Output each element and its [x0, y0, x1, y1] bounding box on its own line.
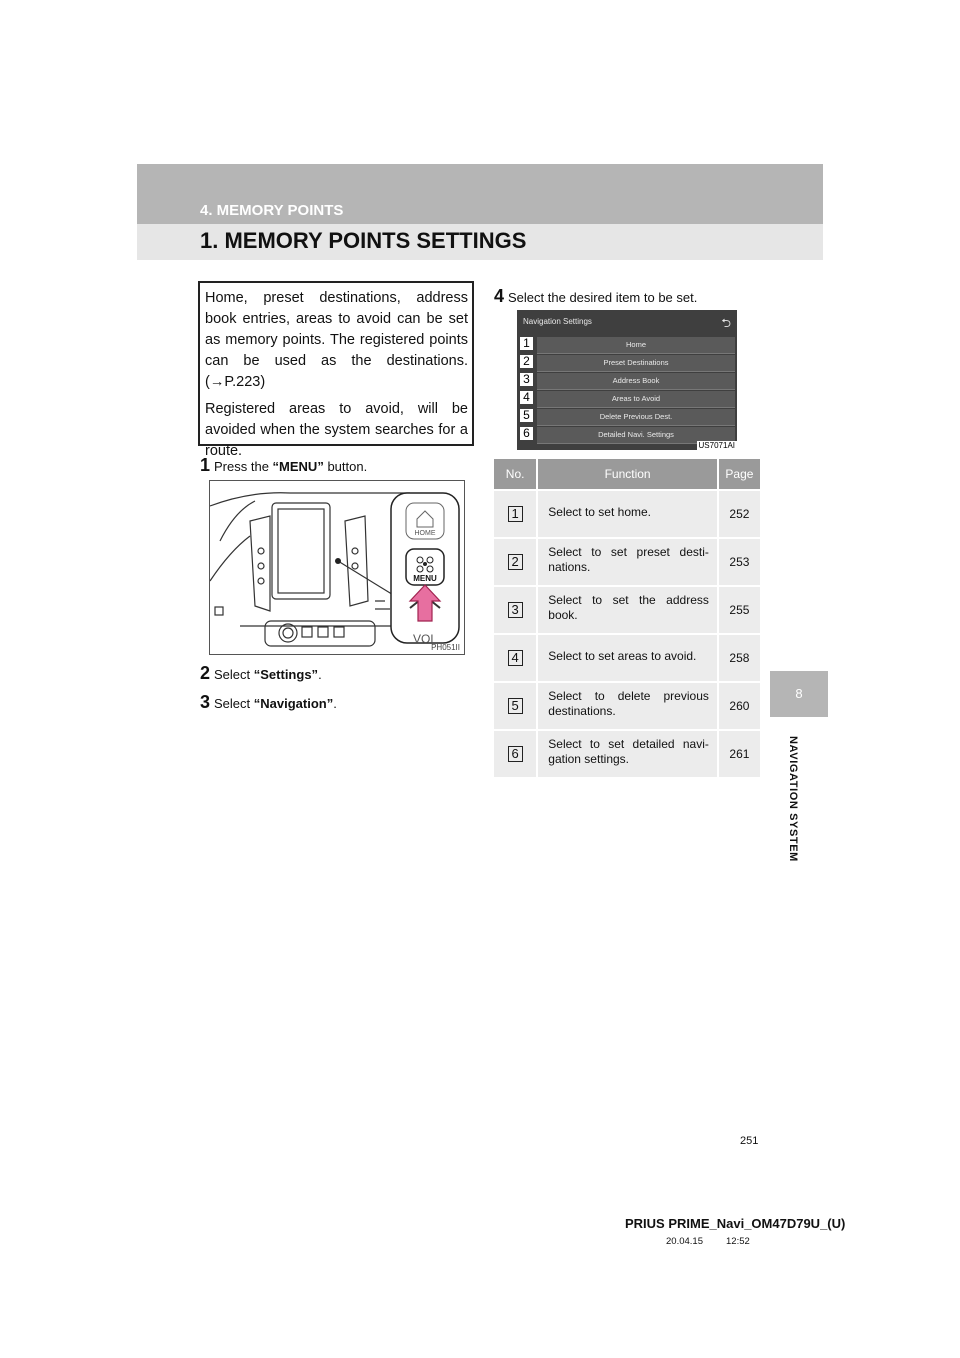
item-number: 4 [520, 391, 533, 404]
item-number: 2 [520, 355, 533, 368]
item-number: 1 [520, 337, 533, 350]
row-page: 261 [718, 730, 760, 777]
table-row [494, 490, 760, 538]
document-date: 20.04.15 [666, 1236, 703, 1247]
step-text-end: . [318, 667, 322, 682]
menu-label: MENU [413, 574, 437, 583]
row-page: 253 [718, 538, 760, 586]
row-number: 3 [508, 602, 523, 618]
intro-box [198, 281, 474, 459]
row-number: 2 [508, 554, 523, 570]
nav-item-areas-to-avoid[interactable]: Areas to Avoid [537, 391, 735, 408]
table-row [494, 634, 760, 682]
step-2 [200, 663, 322, 684]
row-function: Select to delete previous destinations. [537, 682, 718, 730]
table-row [494, 586, 760, 634]
step-number: 4 [494, 286, 505, 306]
row-page: 255 [718, 586, 760, 634]
table-header-row [494, 459, 760, 490]
step-text: Select [214, 667, 254, 682]
page-number: 251 [740, 1135, 759, 1147]
nav-item-home[interactable]: Home [537, 337, 735, 354]
step-text-end: button. [323, 459, 368, 474]
step-number: 2 [200, 663, 211, 683]
column-header-page: Page [718, 459, 760, 490]
nav-item-delete-previous-dest[interactable]: Delete Previous Dest. [537, 409, 735, 426]
back-arrow-icon[interactable]: ⮌ [721, 316, 731, 330]
step-keyword: “Settings” [253, 667, 319, 682]
item-number: 6 [520, 427, 533, 440]
intro-paragraph-2: Registered areas to avoid, will be avoided when the system searches for a route. [205, 401, 468, 459]
nav-item-detailed-navi-settings[interactable]: Detailed Navi. Settings [537, 427, 735, 444]
step-1 [200, 455, 367, 476]
table-row [494, 538, 760, 586]
row-number: 4 [508, 650, 523, 666]
row-page: 260 [718, 682, 760, 730]
row-function: Select to set preset desti-nations. [537, 538, 718, 586]
row-number: 1 [508, 506, 523, 522]
navigation-settings-screen [517, 310, 737, 450]
nav-item-address-book[interactable]: Address Book [537, 373, 735, 390]
vol-label: VOL [412, 632, 438, 646]
step-text: Select the desired item to be set. [508, 290, 698, 305]
figure-code: US7071AI [698, 441, 735, 450]
intro-paragraph-1: Home, preset destinations, address book entries, areas to avoid can be set as memory points. The registered points can be used as the destinations. (→P.223) [205, 290, 468, 390]
step-text: Select [214, 696, 254, 711]
document-id: PRIUS PRIME_Navi_OM47D79U_(U) [625, 1216, 846, 1231]
row-number: 6 [508, 746, 523, 762]
table-row [494, 682, 760, 730]
row-function: Select to set areas to avoid. [537, 634, 718, 682]
section-label: 4. MEMORY POINTS [200, 202, 344, 219]
home-label: HOME [414, 530, 436, 537]
document-time: 12:52 [726, 1236, 750, 1247]
column-header-no: No. [494, 459, 537, 490]
chapter-tab: 8 [770, 671, 828, 717]
row-page: 258 [718, 634, 760, 682]
item-number: 3 [520, 373, 533, 386]
row-function: Select to set home. [537, 490, 718, 538]
step-number: 3 [200, 692, 211, 712]
step-text-end: . [333, 696, 337, 711]
screen-title: Navigation Settings [523, 317, 592, 326]
dashboard-figure [209, 480, 465, 655]
step-4 [494, 286, 697, 307]
chapter-name: NAVIGATION SYSTEM [787, 736, 799, 862]
dashboard-illustration [210, 481, 464, 654]
step-number: 1 [200, 455, 211, 475]
step-text: Press the [214, 459, 273, 474]
step-keyword: “MENU” [272, 459, 324, 474]
row-function: Select to set detailed navi-gation settings. [537, 730, 718, 777]
figure-code: PH051II [431, 643, 460, 652]
row-number: 5 [508, 698, 523, 714]
page-title: 1. MEMORY POINTS SETTINGS [200, 228, 527, 253]
column-header-function: Function [537, 459, 718, 490]
item-number: 5 [520, 409, 533, 422]
step-3 [200, 692, 337, 713]
table-row [494, 730, 760, 777]
function-table [494, 459, 760, 777]
step-keyword: “Navigation” [253, 696, 334, 711]
row-function: Select to set the address book. [537, 586, 718, 634]
row-page: 252 [718, 490, 760, 538]
nav-item-preset-destinations[interactable]: Preset Destinations [537, 355, 735, 372]
